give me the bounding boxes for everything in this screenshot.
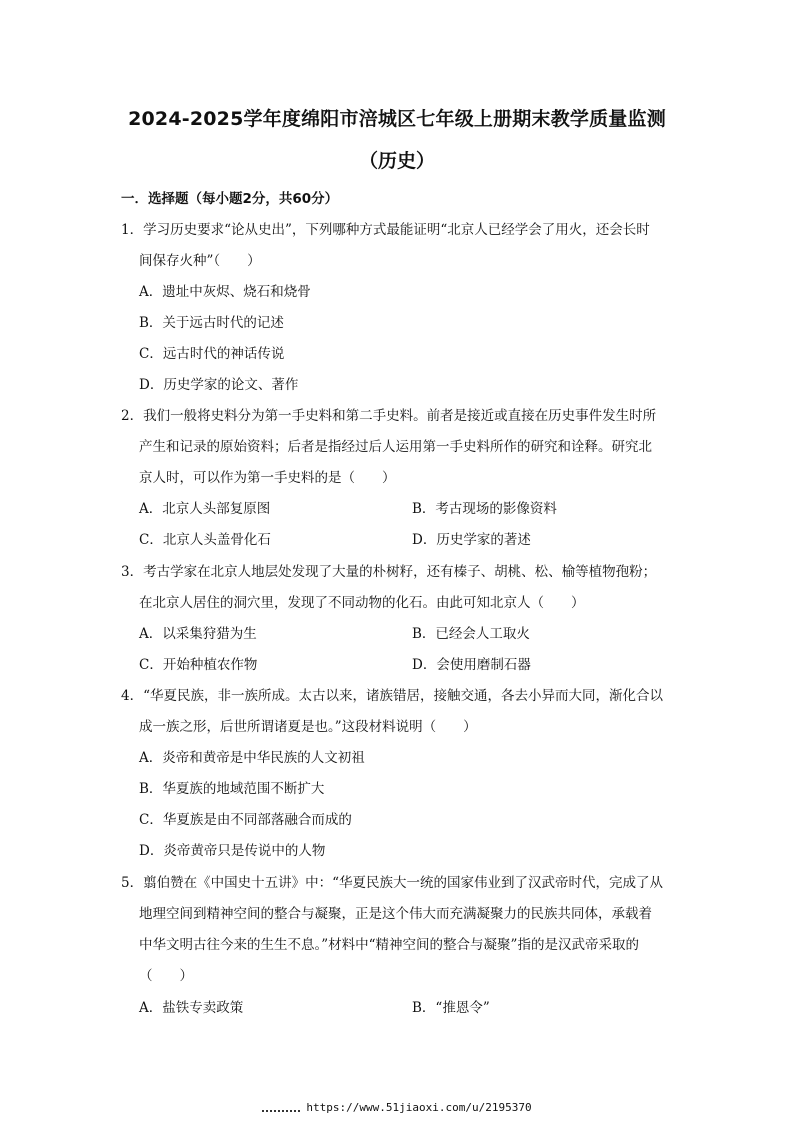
q3-stem-line-1: 3．考古学家在北京人地层处发现了大量的朴树籽，还有榛子、胡桃、松、榆等植物孢粉； (121, 564, 657, 580)
q4-option-d: D．炎帝黄帝只是传说中的人物 (139, 843, 326, 859)
footer-watermark (0, 1101, 794, 1114)
q1-stem-line-2: 间保存火种”（ ） (139, 253, 261, 269)
q2-option-b: B．考古现场的影像资料 (412, 501, 557, 517)
q4-option-a: A．炎帝和黄帝是中华民族的人文初祖 (139, 750, 365, 766)
q1-option-a: A．遗址中灰烬、烧石和烧骨 (139, 284, 311, 300)
q3-option-c: C．开始种植农作物 (139, 657, 258, 673)
q1-option-d: D．历史学家的论文、著作 (139, 377, 299, 393)
q2-option-a: A．北京人头部复原图 (139, 501, 271, 517)
footer-url-link[interactable]: https://www.51jiaoxi.com/u/2195370 (306, 1101, 532, 1114)
watermark-scribble-icon (262, 1104, 300, 1112)
q5-stem-line-4: （ ） (139, 968, 193, 984)
q1-stem-line-1: 1．学习历史要求“论从史出”，下列哪种方式最能证明“北京人已经学会了用火，还会长时 (121, 222, 650, 238)
q3-option-b: B．已经会人工取火 (412, 626, 530, 642)
q5-stem-line-3: 中华文明古往今来的生生不息。”材料中“精神空间的整合与凝聚”指的是汉武帝采取的 (139, 937, 639, 953)
page-title: 2024-2025学年度绵阳市涪城区七年级上册期末教学质量监测 (128, 108, 666, 130)
q3-option-d: D．会使用磨制石器 (412, 657, 531, 673)
page-subtitle: （历史） (358, 150, 435, 172)
q1-option-c: C．远古时代的神话传说 (139, 346, 285, 362)
q2-option-d: D．历史学家的著述 (412, 532, 531, 548)
q5-stem-line-1: 5．翦伯赞在《中国史十五讲》中：“华夏民族大一统的国家伟业到了汉武帝时代，完成了从 (121, 875, 663, 891)
q2-option-c: C．北京人头盖骨化石 (139, 532, 271, 548)
q3-stem-line-2: 在北京人居住的洞穴里，发现了不同动物的化石。由此可知北京人（ ） (139, 595, 585, 611)
q4-option-b: B．华夏族的地域范围不断扩大 (139, 781, 325, 797)
q3-option-a: A．以采集狩猎为生 (139, 626, 257, 642)
q4-stem-line-2: 成一族之形，后世所谓诸夏是也。”这段材料说明（ ） (139, 719, 477, 735)
q5-option-b: B．“推恩令” (412, 1000, 490, 1016)
q4-stem-line-1: 4．“华夏民族，非一族所成。太古以来，诸族错居，接触交通，各去小异而大同，渐化合以 (121, 688, 663, 704)
q2-stem-line-1: 2．我们一般将史料分为第一手史料和第二手史料。前者是接近或直接在历史事件发生时所 (121, 408, 657, 424)
q5-stem-line-2: 地理空间到精神空间的整合与凝聚，正是这个伟大而充满凝聚力的民族共同体，承载着 (139, 906, 652, 922)
section-heading: 一．选择题（每小题2分，共60分） (121, 191, 339, 207)
q1-option-b: B．关于远古时代的记述 (139, 315, 284, 331)
q4-option-c: C．华夏族是由不同部落融合而成的 (139, 812, 352, 828)
q2-stem-line-2: 产生和记录的原始资料；后者是指经过后人运用第一手史料所作的研究和诠释。研究北 (139, 439, 652, 455)
q2-stem-line-3: 京人时，可以作为第一手史料的是（ ） (139, 470, 396, 486)
q5-option-a: A．盐铁专卖政策 (139, 1000, 244, 1016)
